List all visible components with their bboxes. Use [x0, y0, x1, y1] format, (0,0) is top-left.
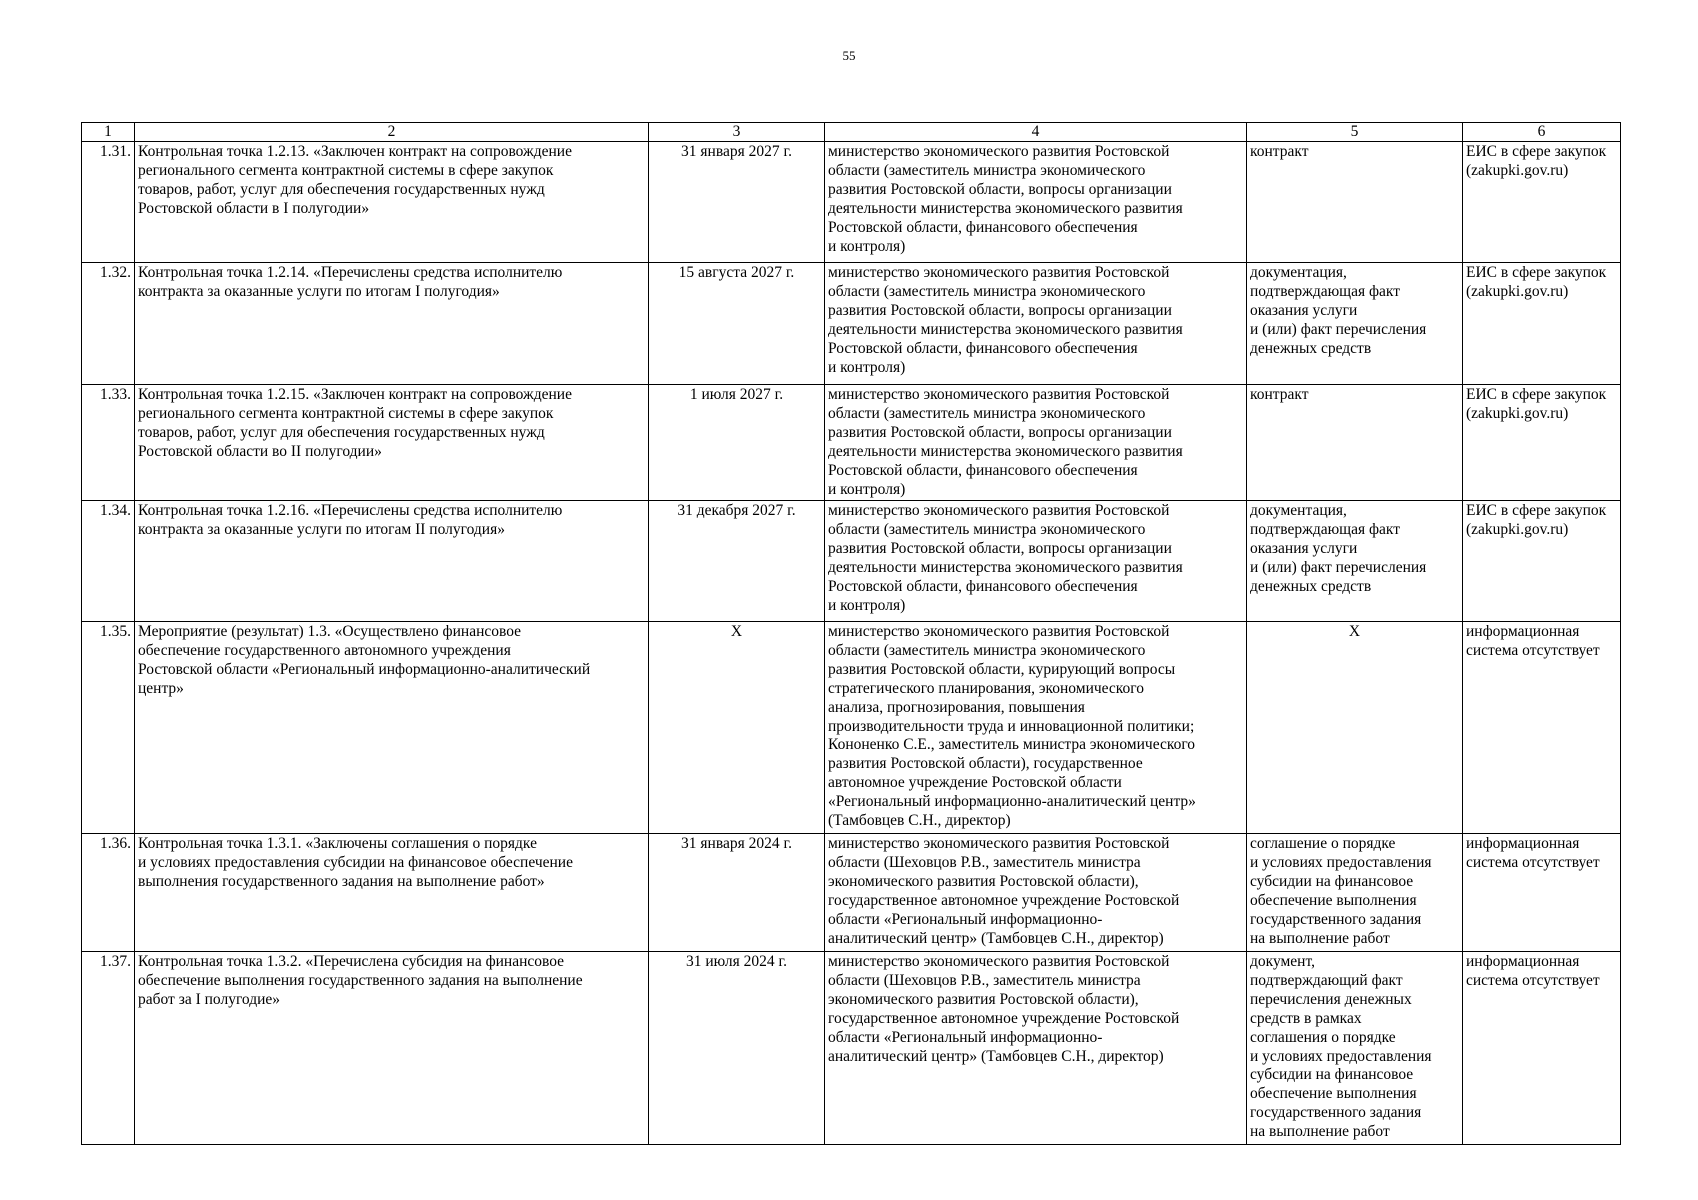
- row-name: Мероприятие (результат) 1.3. «Осуществлено финансовое обеспечение государственного автономного учреждения Ростовской области «Региональный информационно-аналитический центр»: [135, 622, 649, 834]
- column-header: 5: [1247, 123, 1463, 142]
- row-document: контракт: [1247, 385, 1463, 501]
- table-row: [82, 834, 1621, 952]
- row-responsible: министерство экономического развития Ростовской области (заместитель министра экономического развития Ростовской области, вопросы организации деятельности министерства экономического развития Ростовской области, финансового обеспечения и контроля): [825, 501, 1247, 622]
- row-responsible: министерство экономического развития Ростовской области (заместитель министра экономического развития Ростовской области, курирующий вопросы стратегического планирования, экономического анализа, прогнозирования, повышения производительности труда и инновационной политики; Кононенко С.Е., заместитель министра экономического развития Ростовской области), государственное автономное учреждение Ростовской области «Региональный информационно-аналитический центр» (Тамбовцев С.Н., директор): [825, 622, 1247, 834]
- row-number: 1.33.: [82, 385, 135, 501]
- row-document: документация, подтверждающая факт оказания услуги и (или) факт перечисления денежных средств: [1247, 263, 1463, 385]
- row-responsible: министерство экономического развития Ростовской области (заместитель министра экономического развития Ростовской области, вопросы организации деятельности министерства экономического развития Ростовской области, финансового обеспечения и контроля): [825, 385, 1247, 501]
- row-system: информационная система отсутствует: [1463, 622, 1621, 834]
- row-name: Контрольная точка 1.3.1. «Заключены соглашения о порядке и условиях предоставления субсидии на финансовое обеспечение выполнения государственного задания на выполнение работ»: [135, 834, 649, 952]
- plan-table: [81, 122, 1621, 1145]
- row-system: ЕИС в сфере закупок (zakupki.gov.ru): [1463, 385, 1621, 501]
- page-number: 55: [842, 48, 856, 63]
- row-date: 31 января 2027 г.: [649, 142, 825, 263]
- row-document: документация, подтверждающая факт оказания услуги и (или) факт перечисления денежных средств: [1247, 501, 1463, 622]
- column-header: 6: [1463, 123, 1621, 142]
- row-responsible: министерство экономического развития Ростовской области (Шеховцов Р.В., заместитель министра экономического развития Ростовской области), государственное автономное учреждение Ростовской области «Региональный информационно- аналитический центр» (Тамбовцев С.Н., директор): [825, 952, 1247, 1145]
- row-number: 1.37.: [82, 952, 135, 1145]
- row-name: Контрольная точка 1.2.15. «Заключен контракт на сопровождение регионального сегмента контрактной системы в сфере закупок товаров, работ, услуг для обеспечения государственных нужд Ростовской области во II полугодии»: [135, 385, 649, 501]
- row-responsible: министерство экономического развития Ростовской области (заместитель министра экономического развития Ростовской области, вопросы организации деятельности министерства экономического развития Ростовской области, финансового обеспечения и контроля): [825, 263, 1247, 385]
- row-date: X: [649, 622, 825, 834]
- row-name: Контрольная точка 1.2.16. «Перечислены средства исполнителю контракта за оказанные услуги по итогам II полугодия»: [135, 501, 649, 622]
- row-number: 1.34.: [82, 501, 135, 622]
- row-responsible: министерство экономического развития Ростовской области (заместитель министра экономического развития Ростовской области, вопросы организации деятельности министерства экономического развития Ростовской области, финансового обеспечения и контроля): [825, 142, 1247, 263]
- row-system: ЕИС в сфере закупок (zakupki.gov.ru): [1463, 142, 1621, 263]
- header-row: [82, 123, 1621, 142]
- column-header: 1: [82, 123, 135, 142]
- row-number: 1.35.: [82, 622, 135, 834]
- row-number: 1.32.: [82, 263, 135, 385]
- table-row: [82, 263, 1621, 385]
- row-system: ЕИС в сфере закупок (zakupki.gov.ru): [1463, 263, 1621, 385]
- table-row: [82, 622, 1621, 834]
- row-name: Контрольная точка 1.3.2. «Перечислена субсидия на финансовое обеспечение выполнения государственного задания на выполнение работ за I полугодие»: [135, 952, 649, 1145]
- row-document: документ, подтверждающий факт перечисления денежных средств в рамках соглашения о порядке и условиях предоставления субсидии на финансовое обеспечение выполнения государственного задания на выполнение работ: [1247, 952, 1463, 1145]
- row-document: X: [1247, 622, 1463, 834]
- row-document: контракт: [1247, 142, 1463, 263]
- column-header: 3: [649, 123, 825, 142]
- row-date: 15 августа 2027 г.: [649, 263, 825, 385]
- row-date: 31 января 2024 г.: [649, 834, 825, 952]
- table-row: [82, 501, 1621, 622]
- row-name: Контрольная точка 1.2.13. «Заключен контракт на сопровождение регионального сегмента контрактной системы в сфере закупок товаров, работ, услуг для обеспечения государственных нужд Ростовской области в I полугодии»: [135, 142, 649, 263]
- column-header: 2: [135, 123, 649, 142]
- row-document: соглашение о порядке и условиях предоставления субсидии на финансовое обеспечение выполнения государственного задания на выполнение работ: [1247, 834, 1463, 952]
- row-date: 31 июля 2024 г.: [649, 952, 825, 1145]
- table-row: [82, 385, 1621, 501]
- row-number: 1.31.: [82, 142, 135, 263]
- row-system: ЕИС в сфере закупок (zakupki.gov.ru): [1463, 501, 1621, 622]
- row-name: Контрольная точка 1.2.14. «Перечислены средства исполнителю контракта за оказанные услуги по итогам I полугодия»: [135, 263, 649, 385]
- row-responsible: министерство экономического развития Ростовской области (Шеховцов Р.В., заместитель министра экономического развития Ростовской области), государственное автономное учреждение Ростовской области «Региональный информационно- аналитический центр» (Тамбовцев С.Н., директор): [825, 834, 1247, 952]
- row-date: 1 июля 2027 г.: [649, 385, 825, 501]
- row-system: информационная система отсутствует: [1463, 952, 1621, 1145]
- row-system: информационная система отсутствует: [1463, 834, 1621, 952]
- table-row: [82, 142, 1621, 263]
- table-row: [82, 952, 1621, 1145]
- column-header: 4: [825, 123, 1247, 142]
- row-date: 31 декабря 2027 г.: [649, 501, 825, 622]
- row-number: 1.36.: [82, 834, 135, 952]
